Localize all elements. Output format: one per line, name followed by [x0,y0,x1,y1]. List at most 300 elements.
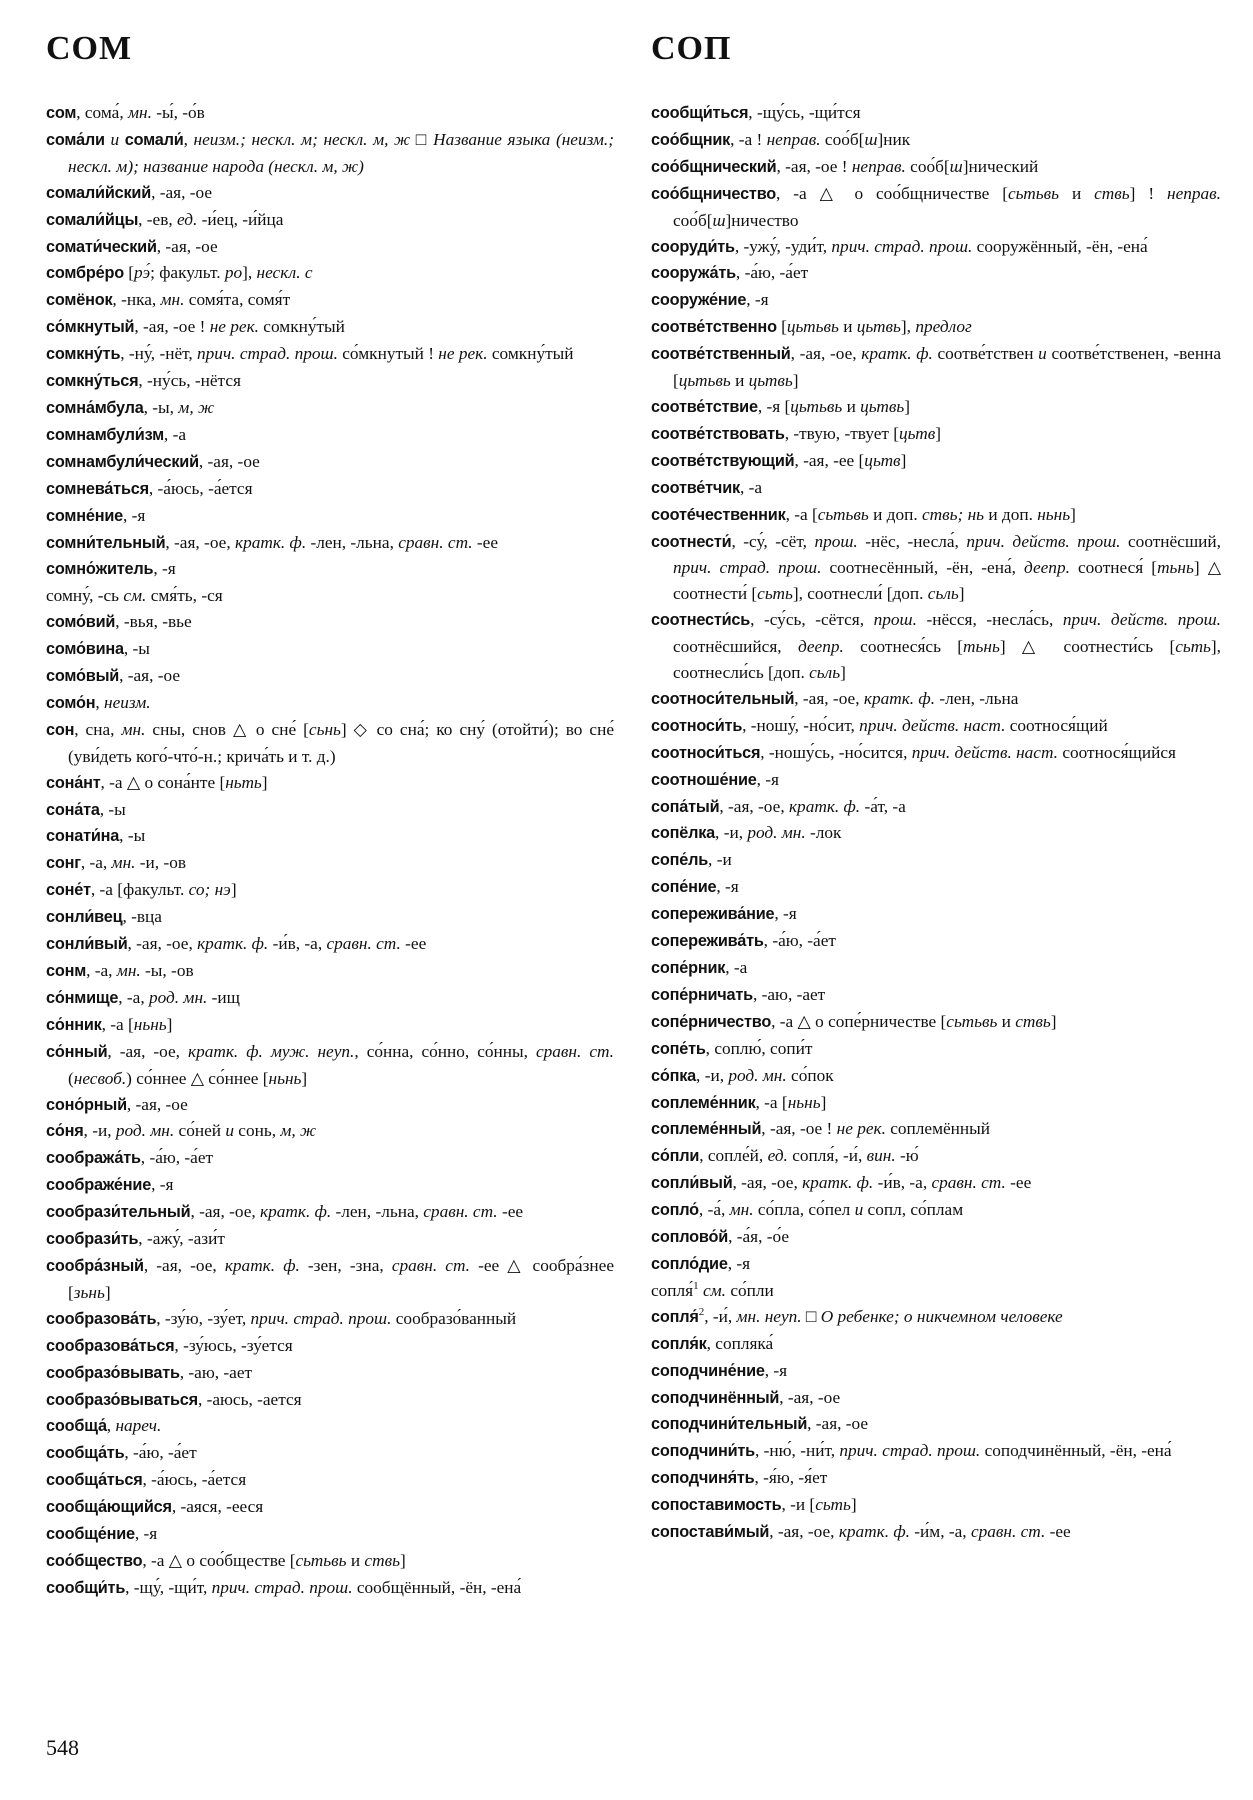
headword: соо́бщество [46,1551,143,1570]
entry-text: -ю́ [895,1146,919,1166]
dictionary-entry [651,982,1221,1009]
entry-text: , -зу́ю, -зу́ет, [156,1308,251,1328]
grammar-label: прич. страд. прош. [831,236,973,256]
headword: соподчинённый [651,1388,780,1407]
entry-text: сопл, со́плам [863,1200,964,1220]
headword: соподчине́ние [651,1361,765,1380]
entry-text: , -а ! [730,129,767,149]
entry-text: ], [242,263,257,283]
dictionary-entry [46,850,614,877]
entry-text: , -ая, -ое, [165,532,235,552]
headword: сообщи́ть [46,1578,126,1597]
entry-text: , -и, [696,1065,729,1085]
entry-text: , -ажу́, -ази́т [138,1229,225,1249]
grammar-label: ньнь [268,1068,302,1088]
dictionary-entry [46,1387,614,1414]
entry-text: -ы́, -о́в [151,103,205,122]
entry-text: , -а [739,477,763,497]
headword: соне́т [46,881,91,900]
entry-text: , -вца [122,907,162,927]
dictionary-entry [46,1333,614,1360]
grammar-label: прич. действ. наст. [911,742,1058,762]
dictionary-entry [651,1036,1221,1063]
dictionary-entry [46,207,614,234]
grammar-label: вин. [866,1146,896,1166]
entry-text: ] [792,371,799,391]
headword: сом [46,104,77,122]
dictionary-entry [651,1224,1221,1251]
entry-text: -а́т, -а [860,796,906,816]
grammar-label: неправ. [766,129,821,149]
grammar-label: прич. страд. прош. [211,1577,353,1597]
headword: сопля́к [651,1334,707,1353]
entry-text: , -ая, -ое [779,1387,841,1407]
entry-text: , -ая, -ое, [143,1255,225,1275]
entry-text: , -ая, -ое [119,666,181,686]
entry-text: смя́ть, -ся [146,586,223,606]
headword: сомо́вина [46,640,124,659]
grammar-label: кратк. ф. [802,1173,874,1193]
entry-text: , -а, [80,853,112,873]
entry-text: , -а [факульт. [90,880,189,900]
dictionary-entry [651,1009,1221,1036]
grammar-label: сьть [757,584,793,604]
headword: сооружа́ть [651,264,736,283]
entry-text: , -я [ [757,396,791,416]
headword: сомали́йский [46,183,152,202]
entry-text: сомну́, -сь [46,586,124,606]
entry-text: , -ая, -ее [ [794,450,865,470]
entry-text: , -ая, -ое, [719,796,789,816]
entry-text: , -а [ [101,1014,134,1034]
entry-text: , -ая, -ое, [794,688,864,708]
headword: сомо́вий [46,613,116,632]
grammar-label: цьтвь [860,396,905,416]
dictionary-entry [651,1197,1221,1224]
entry-text: сопля́, -и́, [787,1146,867,1166]
entry-text: и [842,396,861,416]
headword: сопёлка [651,824,716,843]
dictionary-entry [46,904,614,931]
entry-text: -и́в, -а, [873,1173,932,1193]
dictionary-entry [651,686,1221,713]
headword: сопе́ние [651,878,717,897]
grammar-label: не рек. [438,344,488,364]
grammar-label: ньть [225,772,262,792]
dictionary-entry [651,820,1221,847]
entry-text: , -я [764,1360,788,1380]
grammar-label: род. мн. [728,1065,787,1085]
grammar-label: ствь [364,1550,400,1570]
grammar-label: род. мн. [115,1121,175,1141]
grammar-label: неправ. [851,156,906,176]
entry-text: , -ая, -ое [151,182,212,202]
entry-text: -и́м, -а, [909,1522,971,1542]
headword: сопа́тый [651,797,720,816]
grammar-label: прич. действ. прош. [966,531,1121,551]
entry-text: соотнесённый, -ён, -ена́, [821,558,1025,578]
entry-text: , -ая, -ое, [127,934,198,954]
entry-text: -лен, -льна, [331,1202,424,1222]
entry-text: сооружённый, -ён, -ена́ [972,236,1148,256]
grammar-label: О ребенке; о никчемном человеке [820,1306,1063,1326]
headword: сообща́ющийся [46,1498,172,1517]
dictionary-entry [46,1012,614,1039]
dictionary-entry [651,1251,1221,1278]
entry-text: , -аю, -ает [179,1362,253,1382]
entry-text: -зен, -зна, [299,1255,392,1275]
dictionary-entry [651,1438,1221,1465]
headword: соплово́й [651,1228,729,1247]
headword: сомни́тельный [46,533,166,552]
entry-text: , -а, [86,961,117,980]
dictionary-entry [46,127,614,180]
entry-text: , -ужу́, -уди́т, [734,236,832,256]
grammar-label: сьть [815,1495,851,1515]
headword: соотноси́тельный [651,689,795,708]
headword: сопло́ [651,1201,699,1220]
entry-text: , -аю, -ает [752,984,826,1004]
entry-text: и [997,1011,1016,1031]
grammar-label: не рек. [209,317,259,337]
entry-text: соплемённый [885,1119,991,1139]
entry-text: , -я [746,290,769,310]
entry-text: и доп. [868,504,922,524]
entry-text: , -зу́юсь, -зу́ется [174,1335,293,1355]
entry-text: , -и, [715,823,748,843]
entry-text: , -а [ [785,504,818,524]
grammar-label: ш [864,129,878,149]
dictionary-entry [651,100,1221,127]
entry-text: ] [904,396,911,416]
entry-text: -ее [472,532,499,552]
headword: сопережива́ние [651,905,775,924]
entry-text: сомкну́тый [258,317,345,337]
headword: сома́ли [46,130,105,149]
headword: соподчини́ть [651,1442,755,1461]
headword: сопе́ль [651,851,709,870]
entry-text: со́пок [786,1065,834,1085]
entry-text: , -а́ю, -а́ет [763,931,836,951]
dictionary-entry [46,1092,614,1119]
headword: соотноше́ние [651,770,757,789]
dictionary-entry [651,1492,1221,1519]
headword: со́пли [651,1147,700,1166]
dictionary-entry [46,503,614,530]
dictionary-entry [46,530,614,557]
grammar-label: см. [123,586,147,606]
headword: сопло́дие [651,1254,728,1273]
entry-text: ] ◇ со сна́; ко сну́ (отойти́); во сне́ (уви́деть кого́-что́-н.; крича́ть и т. д.) [68,719,615,766]
headword: сообрази́тельный [46,1203,191,1222]
headword: со́нмище [46,988,119,1007]
entry-text: соподчинённый, -ён, -ена́ [980,1441,1172,1461]
entry-text: ] [230,880,237,900]
dictionary-entry [46,422,614,449]
entry-text: , -а́я, -о́е [728,1227,789,1247]
entry-text: соо́б[ [673,210,713,230]
headword: сомнева́ться [46,479,149,498]
dictionary-entry [651,740,1221,767]
dictionary-entry [651,1465,1221,1492]
entry-text: , -су́, -сёт, [731,531,815,551]
dictionary-entry [651,1519,1221,1546]
entry-text: , -ая, -ое ! [776,156,852,176]
dictionary-entry [651,341,1221,394]
homonym-index: 2 [698,1306,705,1319]
entry-text: , -щу́, -щи́т, [125,1577,212,1597]
grammar-label: род. мн. [747,823,806,843]
dictionary-entry [46,1118,614,1145]
entry-text: , -ну́сь, -нётся [138,371,241,391]
headword: сомали́ [124,130,184,149]
grammar-label: сравн. ст. [398,532,473,552]
entry-text: , -и [ [781,1495,816,1515]
headword: сонг [46,854,81,873]
entry-text: соотнёсший, [1120,531,1222,551]
headword: сооруже́ние [651,291,747,310]
dictionary-entry [46,1413,614,1440]
grammar-label: сьтьвь [946,1011,998,1031]
headword: со́мкнутый [46,318,135,337]
running-head-right: СОП [651,30,732,67]
grammar-label: сравн. ст. [423,1202,498,1222]
entry-text: -нёсся, -несла́сь, [916,610,1063,630]
grammar-label: прич. действ. прош. [1062,610,1221,630]
entry-text: -ее △ сообра́знее [ [68,1255,614,1302]
entry-text: -и́ец, -и́йца [197,209,284,229]
headword: соотноси́ть [651,716,743,735]
headword: сообразо́вываться [46,1390,198,1409]
entry-text: соотнося́щий [1005,715,1108,735]
dictionary-entry [651,181,1221,234]
entry-text: , -ая, -ое, [732,1173,803,1193]
entry-text: со́пли [726,1280,774,1300]
grammar-label: несвоб. [73,1068,127,1088]
entry-text: [ [776,317,787,337]
grammar-label: прич. страд. прош. [839,1441,981,1461]
grammar-label: рэ́ [134,263,151,283]
entry-text: ] [166,1014,173,1034]
headword: сомо́вый [46,667,120,686]
entry-text: ] [850,1495,857,1515]
dictionary-entry [46,690,614,717]
headword: соотве́тчик [651,478,740,497]
entry-text: , -аюсь, -ается [197,1389,302,1409]
grammar-label: сравн. ст. [535,1041,615,1061]
entry-text: ], соотнесли́сь [доп. [673,637,1221,683]
entry-text: , -а △ о сона́нте [ [100,772,226,792]
headword: сомнамбули́ческий [46,452,199,471]
grammar-label: мн. [729,1200,754,1220]
entry-text: -нёс, -несла́, [857,531,967,551]
grammar-label: ньнь [787,1092,821,1112]
grammar-label: и [1038,344,1047,364]
grammar-label: ед. [177,209,198,229]
headword: сообщи́ться [651,104,749,122]
entry-text: -и, -ов [135,853,187,873]
entry-text: соотнеся́ [ [1069,558,1158,578]
grammar-label: ш [949,156,963,176]
grammar-label: Название языка (неизм.; нескл. м); название народа (нескл. м, ж) [68,129,614,176]
grammar-label: кратк. ф. [224,1255,300,1275]
headword: сопе́рничать [651,985,753,1004]
headword: соотноси́ться [651,743,761,762]
dictionary-entry [46,1467,614,1494]
entry-text: , -и [708,850,732,870]
grammar-label: сравн. ст. [326,934,401,954]
grammar-label: кратк. ф. [861,344,933,364]
grammar-label: зьнь [73,1282,105,1302]
entry-text: , сна, [74,719,122,739]
grammar-label: кратк. ф. [260,1202,332,1222]
dictionary-entry [651,1116,1221,1143]
grammar-label: и [854,1200,864,1220]
dictionary-entry [651,1170,1221,1197]
headword: сомкну́ться [46,372,139,391]
grammar-label: прич. страд. прош. [673,558,822,578]
grammar-label: кратк. ф. [863,688,936,708]
dictionary-entry [651,1331,1221,1358]
entry-text: , -ая, -ое ! [761,1119,837,1139]
dictionary-entry [651,502,1221,529]
dictionary-entry [46,1039,614,1092]
grammar-label: и [110,129,120,149]
dictionary-entry [46,1306,614,1333]
grammar-label: деепр. [797,637,844,657]
entry-text: , -а, [118,987,149,1007]
dictionary-entry [46,1440,614,1467]
entry-text: , -ы [119,826,146,846]
dictionary-entry [46,180,614,207]
entry-text: соотве́тственен, -венна [ [673,344,1222,391]
grammar-label: кратк. ф. [788,796,861,816]
grammar-label: род. мн. [149,987,208,1007]
dictionary-entry [46,1521,614,1548]
entry-text: соотнеся́сь [ [843,637,964,657]
grammar-label: тьнь [963,637,1000,657]
grammar-label: цьтьвь [790,396,843,416]
headword: сообща́ться [46,1471,143,1490]
entry-text: , -а́, [698,1200,730,1220]
headword: сопережива́ть [651,932,764,951]
grammar-label: м, ж [178,397,215,417]
dictionary-entry [651,287,1221,314]
dictionary-entry [46,556,614,583]
headword: сообра́зный [46,1256,144,1275]
entry-text: , -щу́сь, -щи́тся [748,103,861,122]
entry-text: -ее [497,1202,524,1222]
headword: сопе́рник [651,959,726,977]
entry-text: , [95,692,105,712]
dictionary-entry [651,1358,1221,1385]
headword: сомно́житель [46,560,154,579]
headword: соплеме́нный [651,1120,762,1139]
headword: соотве́тственно [651,318,777,337]
headword: соотéчественник [651,505,786,524]
grammar-label: деепр. [1024,558,1070,578]
dictionary-entry [46,1494,614,1521]
entry-text: , -а [163,424,186,444]
headword: сон [46,720,75,739]
entry-text: , -а́ю, -а́ет [140,1148,214,1168]
dictionary-entry [46,1226,614,1253]
headword: соотнести́ [651,532,732,551]
headword: сомо́н [46,693,96,712]
entry-text: ] [958,584,965,604]
headword: сомати́ческий [46,237,157,256]
headword: сомна́мбула [46,398,144,417]
grammar-label: мн. [116,961,141,980]
dictionary-entry [651,1278,1221,1304]
entry-text: , -ая, -ое, [190,1202,261,1222]
headword: сомёнок [46,291,113,310]
dictionary-entry [651,955,1221,982]
grammar-label: кратк. ф. [838,1522,910,1542]
headword: сообще́ние [46,1525,135,1544]
entry-text: ] [1070,504,1076,524]
headword: соотве́тствие [651,397,758,416]
entry-text: соотнёсшийся, [673,637,798,657]
entry-text: со́пла, со́пел [753,1200,855,1220]
headword: со́ня [46,1122,84,1141]
entry-text: , -и́, [704,1306,737,1326]
dictionary-entry [651,1411,1221,1438]
headword: сомнамбули́зм [46,425,164,444]
headword: сообща́ [46,1417,107,1436]
dictionary-entry [46,636,614,663]
grammar-label: цьтв [864,450,901,470]
entry-text: , -а [ [755,1092,788,1112]
dictionary-entry [651,901,1221,928]
entry-text: -ее [1045,1522,1071,1542]
entry-text: -лок [805,823,842,843]
dictionary-entry [46,395,614,422]
entry-text: , -а́юсь, -а́ется [148,478,253,498]
entry-text: -ее [1005,1173,1032,1193]
grammar-label: кратк. ф. [234,532,307,552]
entry-text: сопля́ [651,1280,694,1300]
headword: сонли́вец [46,908,123,927]
dictionary-entry [46,609,614,636]
entry-text: □ [801,1306,821,1326]
entry-text: ], соотнесли́ [доп. [792,584,928,604]
headword: со́нный [46,1042,108,1061]
dictionary-entry [46,234,614,261]
entry-text: ] [261,772,268,792]
entry-text: ] [399,1550,406,1570]
entry-text: сомя́та, сомя́т [184,290,291,310]
grammar-label: неправ. [1167,183,1221,203]
grammar-label: сьль [927,584,959,604]
grammar-label: мн. [111,853,136,873]
dictionary-entry [46,476,614,503]
dictionary-entry [46,314,614,341]
dictionary-entry [651,529,1221,608]
left-column [46,100,614,1602]
entry-text: , -я́ю, -я́ет [754,1468,828,1488]
dictionary-entry [651,260,1221,287]
entry-text: ] [900,450,907,470]
entry-text: сомкну́тый [487,344,574,364]
entry-text: , -твую, -твует [ [784,423,900,443]
entry-text: ], [900,317,916,337]
entry-text: ) со́ннее △ со́ннее [ [126,1068,269,1088]
entry-text: , сопляка́ [706,1333,774,1353]
entry-text: , -ая, -ое, [790,344,862,364]
dictionary-entry [46,287,614,314]
entry-text: , -ая, -ое, [769,1522,839,1542]
